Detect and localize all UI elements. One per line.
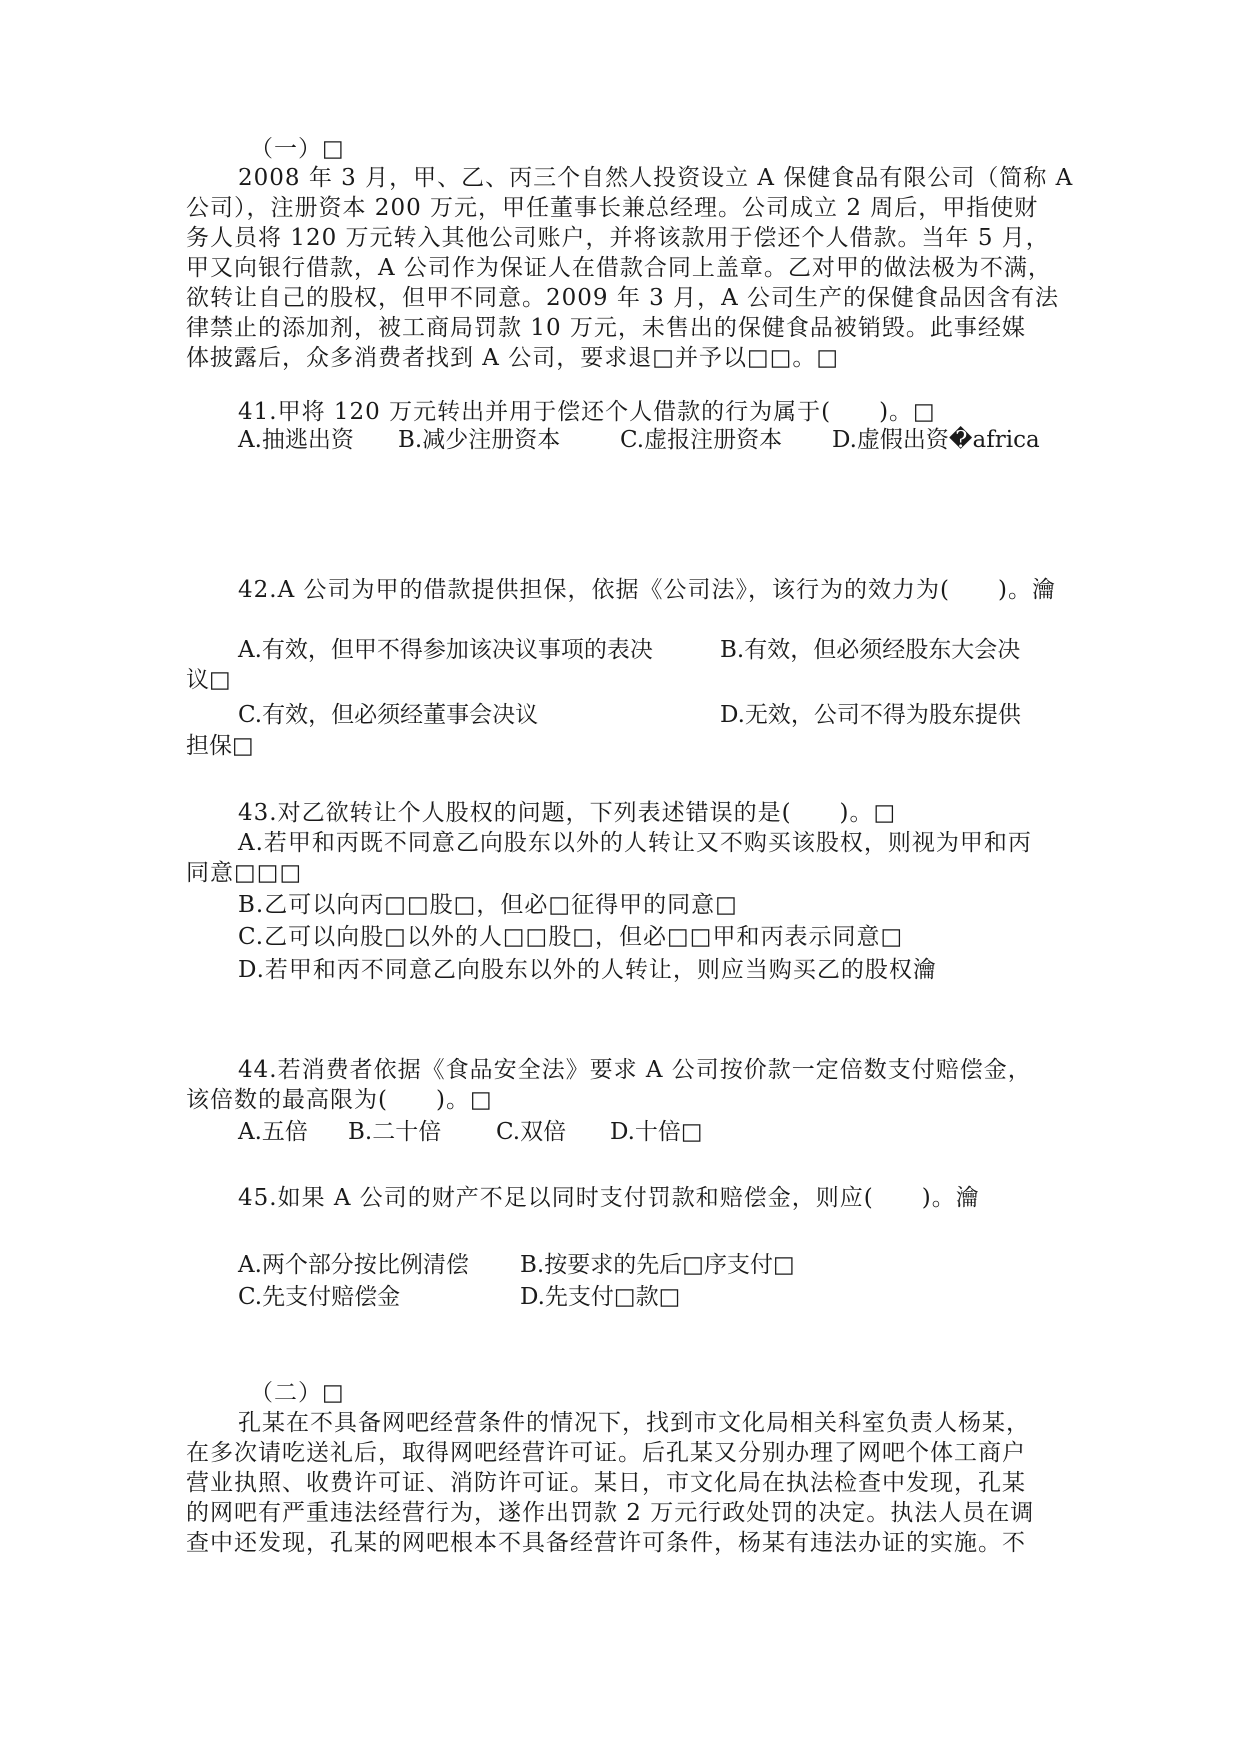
answer-option: B.减少注册资本 xyxy=(398,427,561,453)
answer-option: C.先支付赔偿金 xyxy=(238,1284,401,1310)
case-paragraph-line: 的网吧有严重违法经营行为，遂作出罚款 2 万元行政处罚的决定。执法人员在调 xyxy=(186,1500,1035,1526)
answer-option: A.若甲和丙既不同意乙向股东以外的人转让又不购买该股权，则视为甲和丙 xyxy=(238,830,1032,856)
question-stem: 41.甲将 120 万元转出并用于偿还个人借款的行为属于( )。□ xyxy=(238,399,936,425)
answer-option: B.二十倍 xyxy=(348,1119,442,1145)
section-heading: （二）□ xyxy=(250,1380,345,1406)
case-paragraph-line: 孔某在不具备网吧经营条件的情况下，找到市文化局相关科室负责人杨某， xyxy=(238,1410,1030,1436)
case-paragraph-line: 欲转让自己的股权，但甲不同意。2009 年 3 月，A 公司生产的保健食品因含有法 xyxy=(186,285,1060,311)
question-stem: 44.若消费者依据《食品安全法》要求 A 公司按价款一定倍数支付赔偿金， xyxy=(238,1057,1032,1083)
answer-option-continued: 议□ xyxy=(186,667,231,693)
answer-option-continued: 同意□□□ xyxy=(186,860,303,886)
answer-option: A.抽逃出资 xyxy=(238,427,354,453)
answer-option: B.乙可以向丙□□股□，但必□征得甲的同意□ xyxy=(238,892,738,918)
answer-option: B.按要求的先后□序支付□ xyxy=(520,1252,795,1278)
answer-option: A.有效，但甲不得参加该决议事项的表决 xyxy=(238,637,653,663)
case-paragraph-line: 甲又向银行借款，A 公司作为保证人在借款合同上盖章。乙对甲的做法极为不满， xyxy=(186,255,1052,281)
answer-option: A.五倍 xyxy=(238,1119,308,1145)
case-paragraph-line: 查中还发现，孔某的网吧根本不具备经营许可条件，杨某有违法办证的实施。不 xyxy=(186,1530,1026,1556)
answer-option: C.虚报注册资本 xyxy=(620,427,783,453)
case-paragraph-line: 公司），注册资本 200 万元，甲任董事长兼总经理。公司成立 2 周后，甲指使财 xyxy=(186,195,1039,221)
answer-option: C.乙可以向股□以外的人□□股□，但必□□甲和丙表示同意□ xyxy=(238,924,904,950)
answer-option: D.若甲和丙不同意乙向股东以外的人转让，则应当购买乙的股权瀹 xyxy=(238,957,937,983)
answer-option: B.有效，但必须经股东大会决 xyxy=(720,637,1021,663)
answer-option: D.先支付□款□ xyxy=(520,1284,681,1310)
answer-option-continued: 担保□ xyxy=(186,733,254,759)
question-stem-continued: 该倍数的最高限为( )。□ xyxy=(186,1087,493,1113)
question-stem: 42.A 公司为甲的借款提供担保，依据《公司法》，该行为的效力为( )。瀹 xyxy=(238,577,1056,603)
answer-option: A.两个部分按比例清偿 xyxy=(238,1252,469,1278)
question-stem: 45.如果 A 公司的财产不足以同时支付罚款和赔偿金，则应( )。瀹 xyxy=(238,1185,980,1211)
answer-option: C.有效，但必须经董事会决议 xyxy=(238,702,539,728)
case-paragraph-line: 体披露后，众多消费者找到 A 公司，要求退□并予以□□。□ xyxy=(186,345,840,371)
case-paragraph-line: 营业执照、收费许可证、消防许可证。某日，市文化局在执法检查中发现，孔某 xyxy=(186,1470,1026,1496)
section-heading: （一）□ xyxy=(250,136,345,162)
answer-option: D.十倍□ xyxy=(610,1119,703,1145)
answer-option: C.双倍 xyxy=(496,1119,567,1145)
answer-option: D.虚假出资�africa xyxy=(832,427,1040,453)
case-paragraph-line: 2008 年 3 月，甲、乙、丙三个自然人投资设立 A 保健食品有限公司（简称 A xyxy=(238,165,1074,191)
question-stem: 43.对乙欲转让个人股权的问题，下列表述错误的是( )。□ xyxy=(238,800,897,826)
answer-option: D.无效，公司不得为股东提供 xyxy=(720,702,1021,728)
case-paragraph-line: 在多次请吃送礼后，取得网吧经营许可证。后孔某又分别办理了网吧个体工商户 xyxy=(186,1440,1026,1466)
case-paragraph-line: 律禁止的添加剂，被工商局罚款 10 万元，未售出的保健食品被销毁。此事经媒 xyxy=(186,315,1026,341)
case-paragraph-line: 务人员将 120 万元转入其他公司账户，并将该款用于偿还个人借款。当年 5 月， xyxy=(186,225,1050,251)
